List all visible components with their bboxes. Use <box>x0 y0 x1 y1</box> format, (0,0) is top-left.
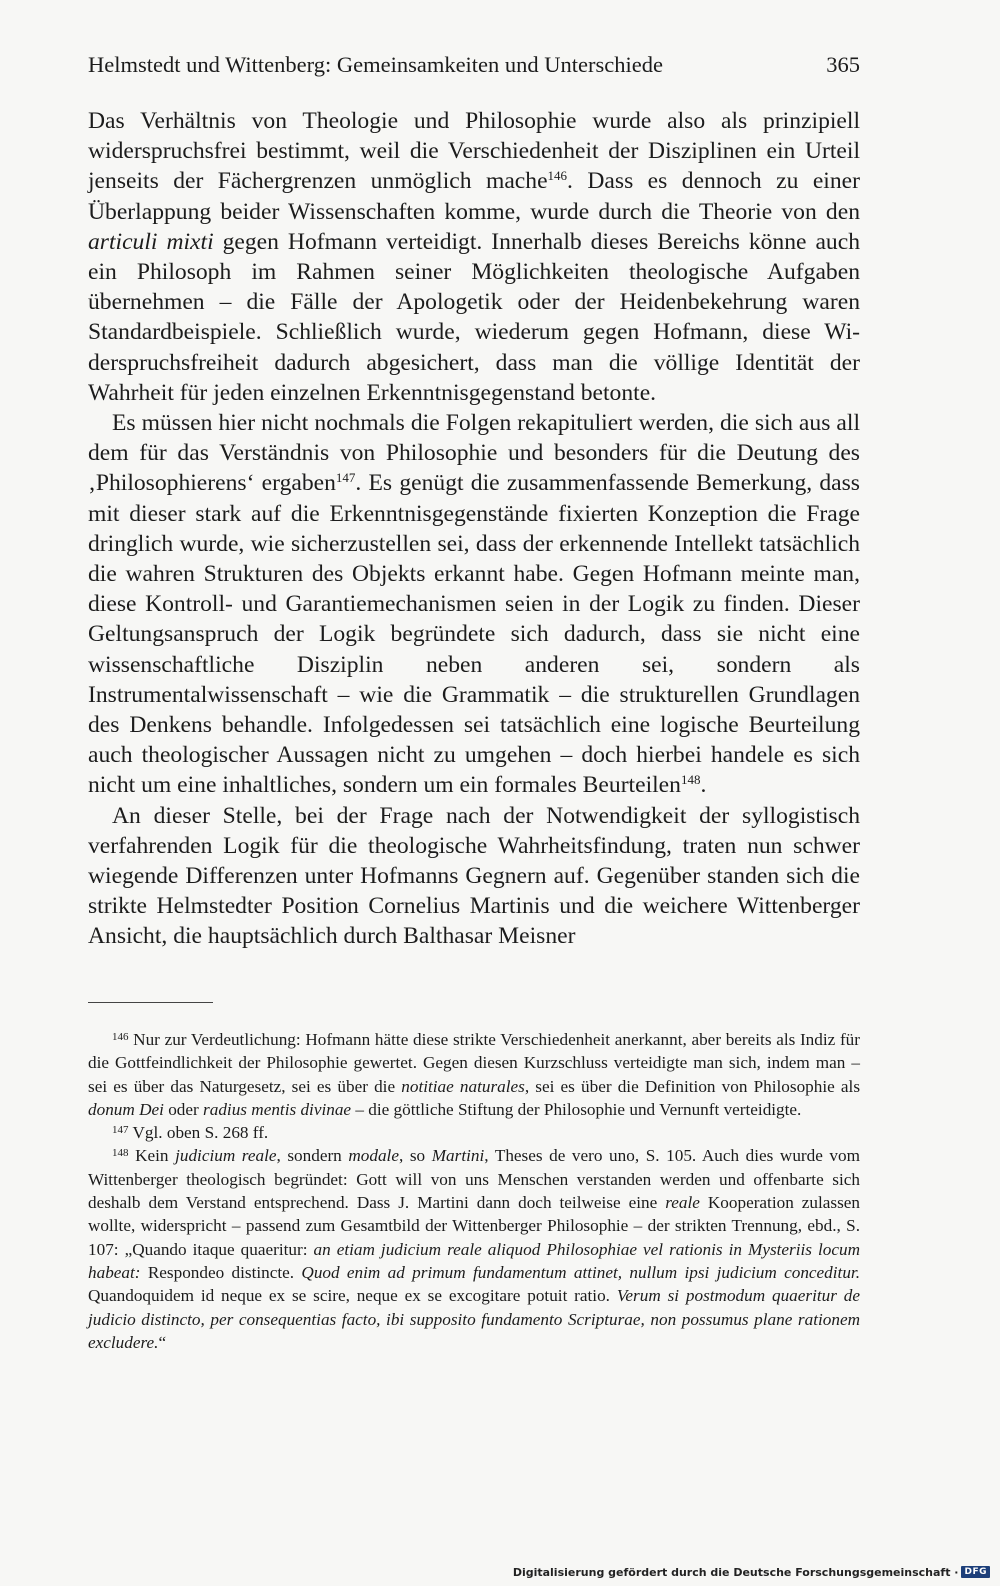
footnote-number: 148 <box>112 1147 129 1160</box>
text-run: Respondeo distincte. <box>140 1262 302 1282</box>
text-run: Nur zur Verdeutlichung: Hofmann hätte diese strikte Verschiedenheit anerkannt, aber bereits als Indiz für die Gottfeindlichkeit der Philosophie gewertet. Gegen diesen Kurzschluss verteidigte man sich, indem man – sei es über das Naturgesetz, sei es über die <box>88 1030 860 1096</box>
italic-quote: Verum si postmodum quaeritur de judicio distincto, per consequentias facto, ibi supposito fundamento Scripturae, non possumus plane rationem excludere. <box>88 1286 860 1352</box>
footnotes <box>88 1028 860 1354</box>
text-run: Das Verhältnis von Theologie und Philosophie wurde also als prinzipiell widerspruchsfrei bestimmt, weil die Verschiedenheit der Disziplinen ein Urteil jenseits der Fächergrenzen unmöglich mache <box>88 108 860 195</box>
text-run: Kooperation zulassen wollte, widerspricht – passend zum Gesamtbild der Wittenberger Philosophie – der strikten Trennung, ebd., S. 107: „Quando itaque quaeritur: <box>88 1193 860 1259</box>
paragraph-3 <box>88 801 860 952</box>
text-run: Es müssen hier nicht nochmals die Folgen rekapituliert werden, die sich aus all dem für das Verständnis von Philosophie und besonders für die Deutung des ‚Philosophierens‘ ergaben <box>88 410 860 497</box>
text-run: gegen Hofmann verteidigt. Innerhalb dieses Bereichs könne auch ein Philosoph im Rahmen seiner Möglichkeiten theologische Aufgaben übernehmen – die Fälle der Apologetik oder der Heidenbekehrung waren Standardbeispiele. Schließlich wurde, wiederum gegen Hofmann, diese Widerspruchsfreiheit dadurch abgesichert, dass man die völlige Identität der Wahrheit für jeden einzelnen Erkenntnisgegenstand betonte. <box>88 228 860 406</box>
text-run: , sei es über die Definition von Philosophie als <box>524 1076 861 1096</box>
italic-term: Martini <box>431 1146 485 1166</box>
text-run: , so <box>398 1146 432 1166</box>
running-header <box>88 52 860 78</box>
text-run: , Theses de vero uno, S. 105. Auch dies wurde vom Wittenberger theologisch begründet: Gott will von uns Menschen verstanden werden und offenbarte sich deshalb dem Verstand entsprechend. Dass J. Martini dann doch teilweise eine <box>88 1146 860 1213</box>
footnote-148 <box>88 1144 860 1354</box>
footnote-147 <box>88 1121 860 1144</box>
digitization-footer <box>513 1562 990 1582</box>
italic-term: donum Dei <box>88 1099 164 1119</box>
funding-note: Digitalisierung gefördert durch die Deutsche Forschungsgemeinschaft · <box>512 1565 959 1579</box>
footnote-146 <box>88 1028 860 1121</box>
text-run: – die göttliche Stiftung der Philosophie und Vernunft verteidigte. <box>351 1099 802 1119</box>
footnote-ref-146[interactable]: 146 <box>547 168 568 184</box>
text-run: , sondern <box>276 1146 349 1166</box>
italic-term: reale <box>665 1193 700 1213</box>
italic-quote: an etiam judicium reale aliquod Philosophiae vel rationis in Mysteriis locum habeat: <box>88 1239 860 1282</box>
text-run: Quandoquidem id neque ex se scire, neque ex se excogitare potuit ratio. <box>88 1286 617 1306</box>
paragraph-1 <box>88 106 860 408</box>
paragraph-2 <box>88 408 860 801</box>
text-run: Kein <box>128 1146 176 1166</box>
italic-term: radius mentis divinae <box>203 1099 352 1119</box>
footnote-number: 146 <box>112 1031 129 1043</box>
dfg-logo: DFG <box>961 1566 990 1578</box>
running-title: Helmstedt und Wittenberg: Gemeinsamkeiten und Unterschiede <box>88 52 663 77</box>
text-run: . <box>700 772 707 799</box>
text-run: . Es genügt die zusammenfassende Bemerkung, dass mit dieser stark auf die Erkenntnisgegenstände fixierten Konzeption die Frage dringlich wurde, wie sicherzustellen sei, dass der erkennende Intellekt tatsächlich die wahren Strukturen des Objekts erkannt habe. Gegen Hofmann meinte man, diese Kontroll- und Garantiemechanismen seien in der Logik zu finden. Dieser Geltungsanspruch der Logik begründete sich dadurch, dass sie nicht eine wissenschaftliche Disziplin neben anderen sei, sondern als Instrumentalwissenschaft – wie die Grammatik – die strukturellen Grundlagen des Denkens behandle. Infolgedessen sei tatsächlich eine logische Beurteilung auch theologischer Aussagen nicht zu umgehen – doch hierbei handele es sich nicht um eine inhaltliches, sondern um ein formales Beurteilen <box>88 470 860 799</box>
footnote-divider <box>88 1002 213 1003</box>
italic-term: notitiae naturales <box>401 1076 525 1096</box>
text-run: “ <box>158 1332 167 1352</box>
italic-quote: Quod enim ad primum fundamentum attinet, nullum ipsi judicium conceditur. <box>301 1262 860 1282</box>
italic-term: articuli mixti <box>88 228 214 255</box>
text-run: Vgl. oben S. 268 ff. <box>128 1123 269 1143</box>
text-run: . Dass es dennoch zu einer Überlappung beider Wissenschaften komme, wurde durch die Theorie von den <box>88 168 860 225</box>
footnote-number: 147 <box>112 1124 129 1137</box>
page-number: 365 <box>826 52 860 77</box>
italic-term: judicium reale <box>175 1146 277 1166</box>
text-run: An dieser Stelle, bei der Frage nach der Notwendigkeit der syllogistisch verfahrenden Logik für die theologische Wahrheitsfindung, traten nun schwer wiegende Differenzen unter Hofmanns Gegnern auf. Gegenüber standen sich die strikte Helmstedter Position Cornelius Martinis und die weichere Wittenberger Ansicht, die hauptsächlich durch Balthasar Meisner <box>88 802 860 950</box>
footnote-ref-147[interactable]: 147 <box>335 470 356 486</box>
footnote-ref-148[interactable]: 148 <box>680 772 701 788</box>
main-text <box>88 106 860 952</box>
italic-term: modale <box>348 1146 399 1166</box>
text-run: oder <box>163 1099 204 1119</box>
